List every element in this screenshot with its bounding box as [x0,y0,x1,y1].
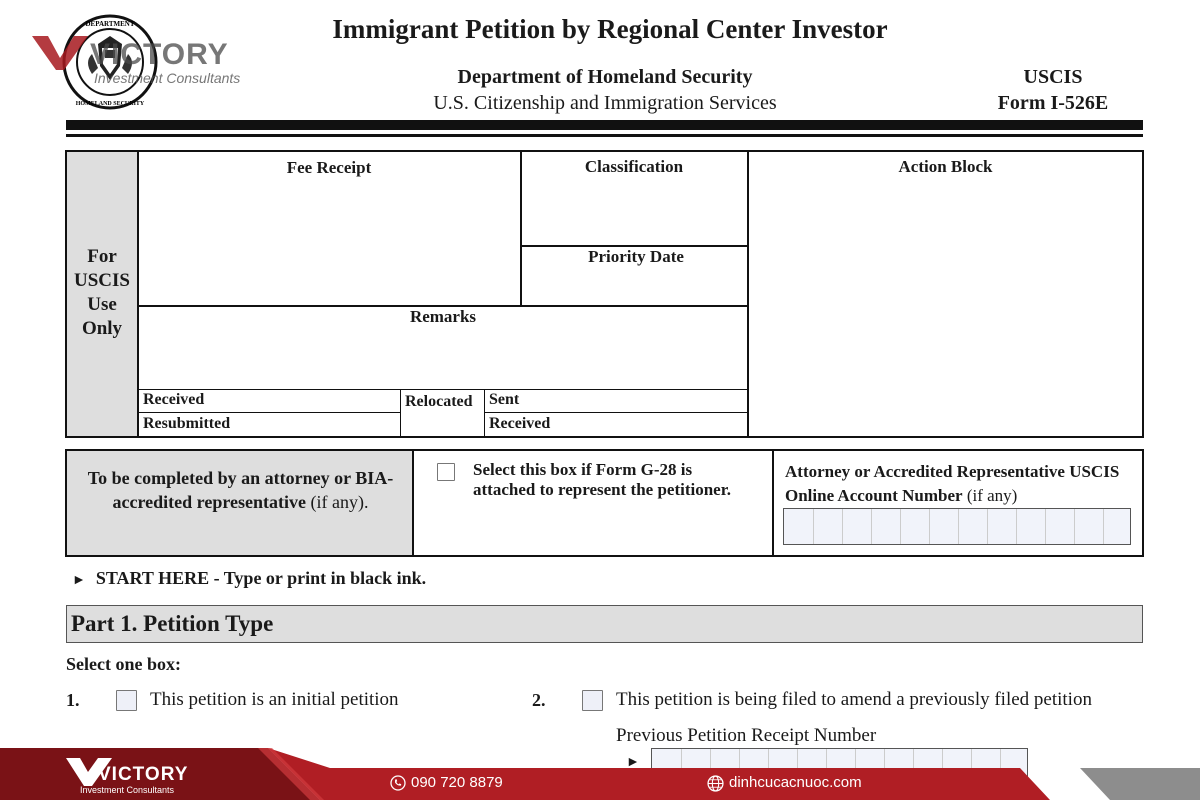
attorney-border-right [1142,449,1144,557]
divider [138,389,748,390]
item2-label: This petition is being filed to amend a previously filed petition [616,689,1092,710]
divider [137,150,139,438]
agency-block [300,64,910,116]
form-number: Form I-526E [997,92,1109,114]
uscis-box-border-right [1142,150,1144,438]
part1-heading-bar [66,605,1143,643]
attorney-border-left [65,449,67,557]
header-rule-thin [66,134,1143,137]
g28-checkbox[interactable] [437,463,455,481]
divider [485,412,748,413]
attorney-border-bottom [65,555,1144,557]
divider [412,449,414,557]
footer-website[interactable]: dinhcucacnuoc.com [729,774,862,791]
classification-label: Classification [584,157,684,176]
phone-icon [390,775,406,791]
part1-heading: Part 1. Petition Type [71,611,274,636]
item2-number: 2. [532,690,546,710]
agency-name: Department of Homeland Security [457,66,753,88]
seal-text-top: DEPARTMENT [85,20,135,28]
action-block-label: Action Block [898,157,993,176]
start-here-text: START HERE - Type or print in black ink. [95,568,427,588]
item1-number: 1. [66,690,80,710]
priority-date-label: Priority Date [588,247,684,266]
divider [747,150,749,438]
divider [138,412,401,413]
received-label: Received [143,391,205,408]
uscis-use-only-label: For USCIS Use Only [74,246,130,339]
form-id-block [940,64,1166,116]
uscis-use-only-side [66,151,138,437]
attorney-border-top [65,449,1144,451]
uscis-box-border-left [65,150,67,438]
attorney-shaded-cell [66,450,413,556]
remarks-label: Remarks [409,307,477,326]
item1-label: This petition is an initial petition [150,689,399,710]
relocated-label: Relocated [405,393,473,410]
account-number-input[interactable] [783,508,1131,545]
form-title: Immigrant Petition by Regional Center Investor [332,14,888,44]
watermark-brand: VICTORY [90,38,229,71]
received-2-label: Received [489,415,551,432]
sub-agency-name: U.S. Citizenship and Immigration Services [433,92,777,114]
uscis-box-border-bottom [65,436,1144,438]
initial-petition-checkbox[interactable] [116,690,137,711]
header-rule-thick [66,120,1143,130]
start-arrow-icon: ► [72,573,86,588]
footer-phone[interactable]: 090 720 8879 [411,774,503,791]
account-number-label: Attorney or Accredited Representative USCIS Online Account Number (if any) [785,462,1120,505]
receipt-arrow-icon: ► [626,755,640,770]
watermark-tagline: Investment Consultants [94,70,241,86]
start-here-line [72,568,426,589]
receipt-number-label: Previous Petition Receipt Number [616,725,877,746]
amend-petition-checkbox[interactable] [582,690,603,711]
fee-receipt-label: Fee Receipt [286,158,372,177]
footer-brand: VICTORY [98,764,189,785]
sent-label: Sent [489,391,520,408]
seal-text-bottom: HOMELAND SECURITY [75,101,145,107]
divider [400,389,401,437]
divider [484,389,485,437]
g28-label: Select this box if Form G-28 is attached to represent the petitioner. [473,460,731,499]
globe-icon [707,775,724,792]
attorney-instruction: To be completed by an attorney or BIA-accredited representative (if any). [87,468,394,512]
form-org: USCIS [1023,66,1083,88]
victory-watermark [90,40,240,86]
uscis-box-border-top [65,150,1144,152]
divider [772,449,774,557]
resubmitted-label: Resubmitted [143,415,231,432]
footer-tagline: Investment Consultants [80,785,175,795]
select-one-instruction: Select one box: [66,654,181,674]
